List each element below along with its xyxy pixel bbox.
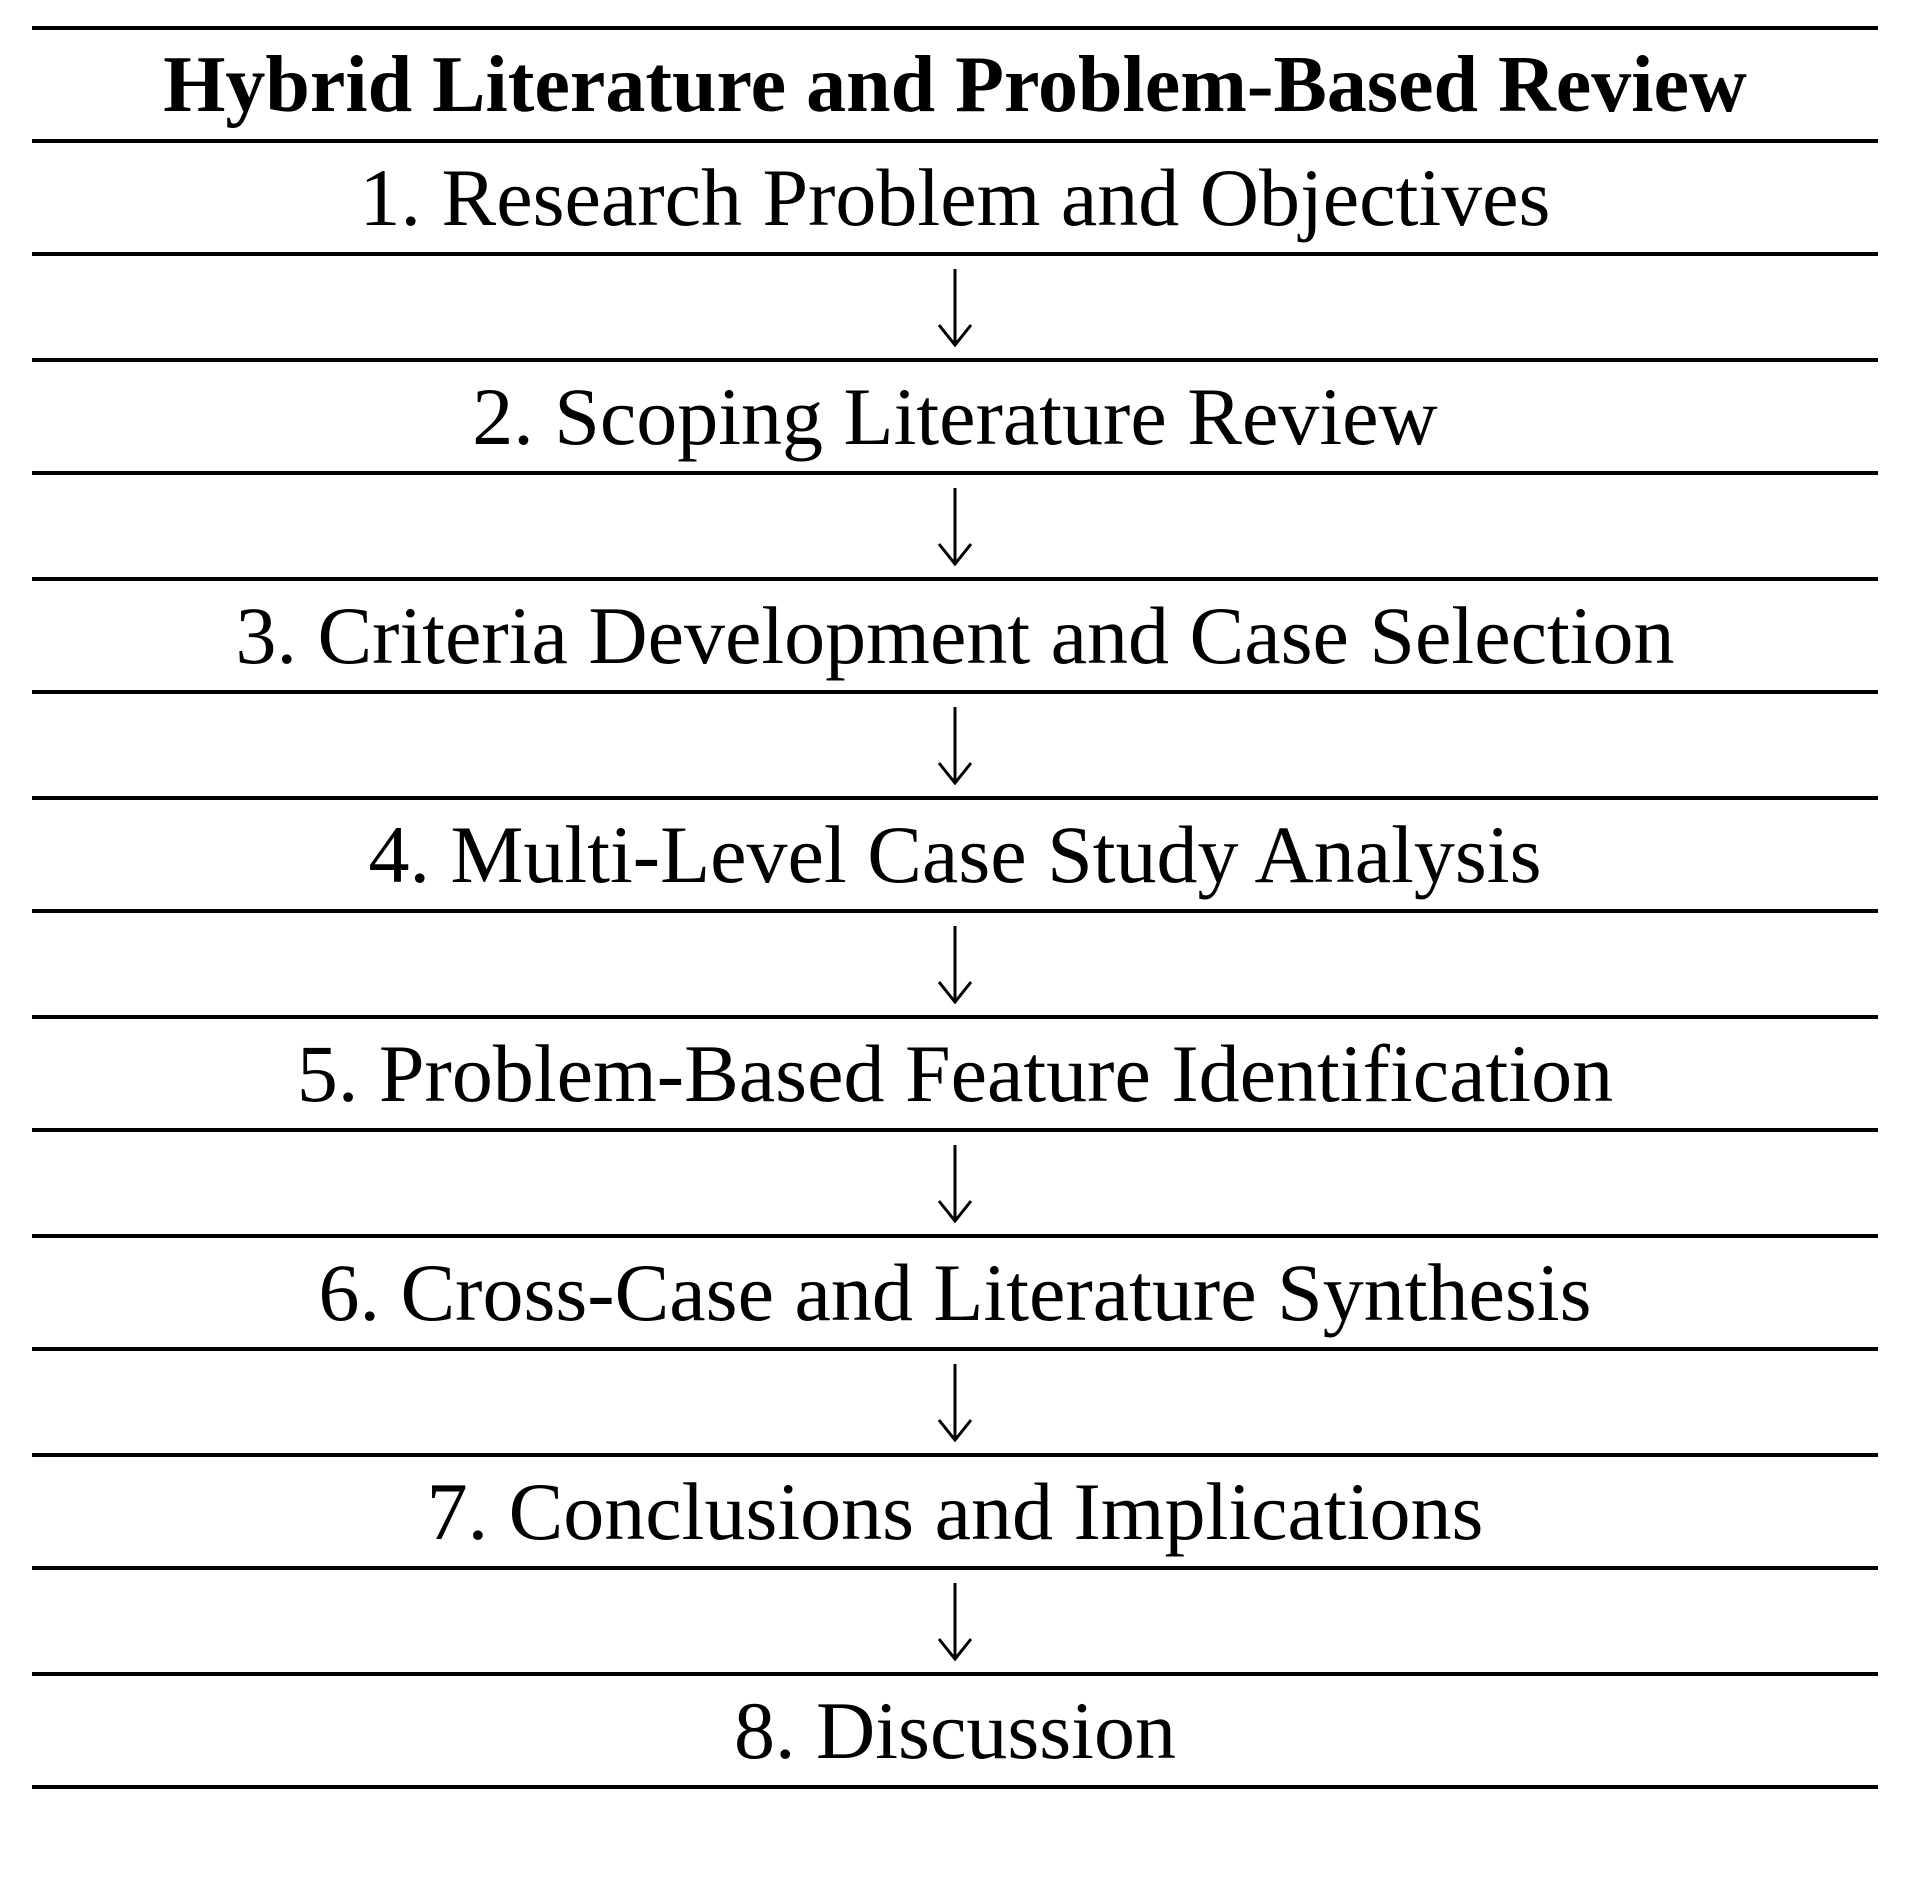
- down-arrow-icon: [935, 924, 975, 1004]
- title-row: [32, 30, 1878, 139]
- step-6: [32, 1238, 1878, 1347]
- down-arrow-icon: [935, 1581, 975, 1661]
- down-arrow-icon: [935, 267, 975, 347]
- step-label: 4. Multi-Level Case Study Analysis: [368, 808, 1542, 900]
- arrow-row: [32, 1570, 1878, 1672]
- arrow-row: [32, 475, 1878, 577]
- step-3: [32, 581, 1878, 690]
- step-label: 6. Cross-Case and Literature Synthesis: [318, 1246, 1592, 1338]
- arrow-row: [32, 913, 1878, 1015]
- divider-rule: [32, 1785, 1878, 1789]
- step-2: [32, 362, 1878, 471]
- arrow-row: [32, 256, 1878, 358]
- down-arrow-icon: [935, 486, 975, 566]
- step-4: [32, 800, 1878, 909]
- arrow-row: [32, 1351, 1878, 1453]
- arrow-row: [32, 694, 1878, 796]
- step-label: 3. Criteria Development and Case Selection: [235, 589, 1675, 681]
- step-label: 7. Conclusions and Implications: [426, 1465, 1484, 1557]
- down-arrow-icon: [935, 1143, 975, 1223]
- step-8: [32, 1676, 1878, 1785]
- diagram-title: Hybrid Literature and Problem-Based Review: [163, 40, 1747, 129]
- step-label: 5. Problem-Based Feature Identification: [296, 1027, 1614, 1119]
- step-label: 8. Discussion: [734, 1684, 1176, 1776]
- arrow-row: [32, 1132, 1878, 1234]
- review-process-flow: [32, 26, 1878, 1789]
- step-label: 1. Research Problem and Objectives: [359, 151, 1551, 243]
- down-arrow-icon: [935, 705, 975, 785]
- step-5: [32, 1019, 1878, 1128]
- step-label: 2. Scoping Literature Review: [472, 370, 1438, 462]
- down-arrow-icon: [935, 1362, 975, 1442]
- step-7: [32, 1457, 1878, 1566]
- step-1: [32, 143, 1878, 252]
